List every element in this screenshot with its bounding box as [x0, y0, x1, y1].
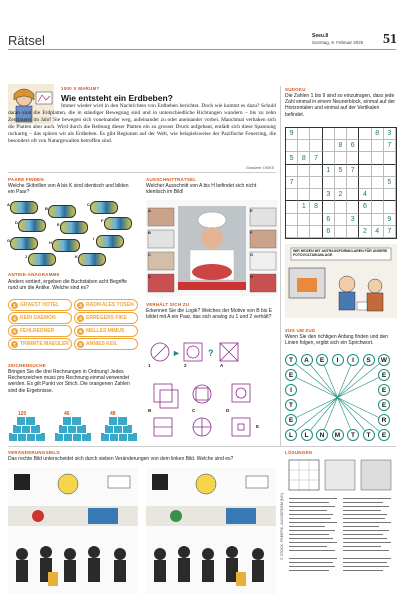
loesungen-kicker: LÖSUNGEN: [285, 450, 313, 455]
anagram-text: KEIN DAEMON: [20, 315, 56, 321]
logic-label-2: 2: [184, 363, 187, 368]
sudoku-cell[interactable]: 8: [335, 140, 347, 152]
word-letter[interactable]: W: [378, 354, 390, 366]
sudoku-cell[interactable]: 5: [335, 165, 347, 177]
pyramid-result: 120: [18, 411, 27, 417]
ski-goggle: [96, 235, 124, 248]
anagram-item: [74, 325, 138, 337]
ski-goggle: [10, 201, 38, 214]
issue-date: Sonntag, 9. Februar 2025: [312, 40, 364, 45]
anagram-number: 5: [11, 328, 18, 335]
anagram-number: 7: [11, 341, 18, 348]
ausschnitt-label-f: F: [250, 230, 253, 235]
sudoku-cell[interactable]: [335, 214, 347, 226]
number-block: [25, 416, 36, 426]
image-credit-vertical: © STOCK, FREEPIK, AUSSERDEM [K/K]: [280, 493, 284, 560]
sudoku-cell[interactable]: [298, 128, 310, 140]
sudoku-cell[interactable]: 7: [310, 152, 322, 164]
anagram-number: 2: [77, 302, 84, 309]
lead-kicker: 1000 X WARUM?: [61, 86, 100, 91]
sudoku-cell[interactable]: [310, 128, 322, 140]
sudoku-cell[interactable]: [335, 128, 347, 140]
sudoku-cell[interactable]: [359, 214, 371, 226]
sudoku-cell[interactable]: [335, 152, 347, 164]
anagram-item: [74, 299, 138, 311]
sudoku-cell[interactable]: [298, 226, 310, 238]
sudoku-cell[interactable]: 2: [359, 226, 371, 238]
anagram-item: [74, 338, 138, 350]
sudoku-cell[interactable]: [347, 152, 359, 164]
sudoku-cell[interactable]: 1: [298, 201, 310, 213]
sudoku-cell[interactable]: 8: [372, 128, 384, 140]
goggles-panel: [8, 199, 138, 267]
sudoku-cell[interactable]: [286, 214, 298, 226]
word-letter[interactable]: S: [363, 354, 375, 366]
ski-goggle: [18, 219, 46, 232]
veraenderung-kicker: VERÄNDERUNGSBILD: [8, 450, 60, 455]
sudoku-cell[interactable]: 4: [372, 226, 384, 238]
sudoku-cell[interactable]: [298, 140, 310, 152]
sudoku-cell[interactable]: [335, 226, 347, 238]
lead-title: Wie entsteht ein Erdbeben?: [61, 93, 173, 103]
sudoku-cell[interactable]: [310, 189, 322, 201]
ausschnitt-label-b: B: [148, 230, 151, 235]
anagramme-instructions: Anders sortiert, ergeben die Buchstaben acht Begriffe rund um die Antike. Welche sind es?: [8, 279, 127, 292]
anagram-item: [8, 312, 72, 324]
anagram-item: [74, 312, 138, 324]
anagram-item: [8, 325, 72, 337]
anagram-number: 4: [77, 315, 84, 322]
chef-photo-panel: [146, 200, 278, 296]
word-letter[interactable]: E: [316, 354, 328, 366]
sudoku-cell[interactable]: 9: [384, 214, 396, 226]
paare-kicker: PAARE FINDEN: [8, 177, 44, 182]
sudoku-cell[interactable]: [359, 165, 371, 177]
anagram-text: FEHLREDNER: [20, 328, 55, 334]
ausschnitt-label-a: A: [148, 208, 151, 213]
sudoku-cell[interactable]: [286, 140, 298, 152]
newspaper-brand: Seeu.8: [312, 33, 329, 39]
goggle-label: D: [15, 220, 18, 225]
word-letter[interactable]: T: [285, 354, 297, 366]
goggle-label: E: [57, 222, 60, 227]
sudoku-cell[interactable]: [384, 165, 396, 177]
number-block: [71, 416, 82, 426]
sudoku-cell[interactable]: [372, 177, 384, 189]
sudoku-cell[interactable]: [372, 165, 384, 177]
sudoku-cell[interactable]: [286, 201, 298, 213]
word-letter[interactable]: E: [378, 429, 390, 441]
sudoku-cell[interactable]: 6: [347, 140, 359, 152]
ausschnitt-label-d: D: [148, 274, 151, 279]
logic-label-d: D: [226, 408, 230, 413]
sudoku-cell[interactable]: 1: [323, 165, 335, 177]
pyramid-result: 48: [110, 411, 116, 417]
sudoku-cell[interactable]: [347, 226, 359, 238]
word-letter[interactable]: I: [332, 354, 344, 366]
sudoku-cell[interactable]: [323, 201, 335, 213]
goggle-label: J: [25, 254, 28, 259]
word-letter[interactable]: E: [285, 414, 297, 426]
ausschnitt-instructions: Welcher Ausschnitt von A bis H befindet sich nicht identisch im Bild!: [146, 183, 257, 196]
goggle-label: H: [49, 240, 52, 245]
ski-goggle: [90, 201, 118, 214]
logic-label-c: C: [192, 408, 196, 413]
sudoku-cell[interactable]: 7: [347, 165, 359, 177]
word-letter[interactable]: N: [316, 429, 328, 441]
sudoku-cell[interactable]: [384, 201, 396, 213]
logic-figures: [146, 338, 278, 440]
sudoku-cell[interactable]: 3: [323, 189, 335, 201]
sudoku-cell[interactable]: [298, 177, 310, 189]
goggle-label: G: [7, 238, 11, 243]
lead-body: Immer wieder wird in den Nachrichten von Erdbeben berichtet. Doch wie kommt es dazu? Schuld daran sind die Erdplatten, die in ständiger Bewegung sind und in unterschiedliche Richtungen wandern – bis zu zehn Zentimeter im Jahr! Sie bewegen sich voneinander weg, aufeinander zu oder aneinander vorbei. Manchmal verhaken sich die Platten aber auch. Wird durch die Reibung dieser Platten ein zu grosser Druck aufgebaut, entlädt sich diese Spannung ruckartig – das spüren wir als Erdbeben. Es gibt Regionen auf der Welt, wie beispielsweise der Pazifische Feuerring, die besonders oft von Naturgewalten betroffen sind.: [8, 103, 276, 144]
sudoku-cell[interactable]: [310, 165, 322, 177]
sudoku-cell[interactable]: [323, 152, 335, 164]
sudoku-cell[interactable]: 9: [286, 128, 298, 140]
sudoku-cell[interactable]: [347, 201, 359, 213]
anagram-text: ANNIES KEIL: [86, 341, 118, 347]
column-divider: [280, 86, 281, 446]
zugumzug-kicker: ZUG UM ZUG: [285, 328, 316, 333]
sudoku-cell[interactable]: [359, 152, 371, 164]
word-letter[interactable]: E: [378, 399, 390, 411]
ski-goggle: [10, 237, 38, 250]
paare-instructions: Welche Skibrillen von A bis K sind identisch und bilden ein Paar?: [8, 183, 129, 196]
anagram-text: ERREGERS FIKE: [86, 315, 127, 321]
sudoku-kicker: SUDOKU: [285, 87, 306, 92]
sudoku-cell[interactable]: [347, 177, 359, 189]
header-rule: [8, 49, 396, 50]
sudoku-cell[interactable]: [310, 214, 322, 226]
word-letter[interactable]: L: [285, 429, 297, 441]
sudoku-cell[interactable]: [335, 177, 347, 189]
block-pyramids: [8, 410, 140, 442]
word-letter[interactable]: I: [347, 354, 359, 366]
ski-goggle: [78, 253, 106, 266]
ausschnitt-label-g: G: [250, 252, 254, 257]
sudoku-cell[interactable]: [298, 165, 310, 177]
word-letter[interactable]: R: [378, 414, 390, 426]
veraenderung-instructions: Das rechte Bild unterscheidet sich durch sieben Veränderungen von dem linken Bild. Welche sind es?: [8, 456, 234, 462]
anagram-text: MELLES MIMUS: [86, 328, 125, 334]
sudoku-cell[interactable]: [323, 177, 335, 189]
zeichen-instructions: Bringen Sie die drei Rechnungen in Ordnung! Jedes Rechenzeichen muss pro Rechnung einmal verwendet werden. Es gilt Punkt vor Strich. Die orangenen Zahlen sind die Ergebnisse.: [8, 369, 130, 394]
logic-label-a: A: [220, 363, 224, 368]
sudoku-cell[interactable]: [286, 226, 298, 238]
sudoku-cell[interactable]: [286, 165, 298, 177]
word-letter[interactable]: T: [285, 399, 297, 411]
ski-goggle: [28, 253, 56, 266]
goggle-label: B: [45, 206, 48, 211]
sudoku-cell[interactable]: [372, 201, 384, 213]
word-letter[interactable]: A: [301, 354, 313, 366]
sudoku-cell[interactable]: 6: [323, 214, 335, 226]
verhaelt-instructions: Erkennen Sie die Logik? Welches der Motive von B bis E bildet mit A ein Paar, das sich analog zu 1 und 2 verhält?: [146, 308, 273, 321]
change-image-right: [146, 468, 276, 594]
ausschnitt-label-e: E: [250, 208, 253, 213]
ski-goggle: [60, 221, 88, 234]
goggle-label: A: [7, 202, 10, 207]
word-letter[interactable]: L: [301, 429, 313, 441]
anagramme-kicker: ANTIKE-ANAGRAMME: [8, 272, 60, 277]
sudoku-cell[interactable]: [323, 128, 335, 140]
sudoku-cell[interactable]: [372, 189, 384, 201]
sudoku-cell[interactable]: [310, 177, 322, 189]
anagram-item: [8, 338, 72, 350]
anagram-list: [8, 299, 140, 357]
sudoku-cell[interactable]: [347, 189, 359, 201]
page-number: 51: [383, 32, 397, 47]
word-letter[interactable]: E: [378, 369, 390, 381]
sudoku-cell[interactable]: 5: [384, 177, 396, 189]
ski-goggle: [52, 239, 80, 252]
sudoku-cell[interactable]: [286, 189, 298, 201]
lower-section-rule: [8, 446, 396, 447]
sudoku-cell[interactable]: [372, 214, 384, 226]
ausschnitt-label-c: C: [148, 252, 151, 257]
goggle-label: K: [75, 254, 78, 259]
ski-goggle: [104, 217, 132, 230]
ausschnitt-kicker: AUSSCHNITTRÄTSEL: [146, 177, 197, 182]
cartoon-panel: [285, 244, 397, 318]
sudoku-cell[interactable]: [359, 177, 371, 189]
sudoku-cell[interactable]: [323, 140, 335, 152]
ski-goggle: [48, 205, 76, 218]
sudoku-cell[interactable]: [359, 128, 371, 140]
anagram-item: [8, 299, 72, 311]
word-path-grid[interactable]: [285, 354, 395, 438]
sudoku-cell[interactable]: [372, 152, 384, 164]
sudoku-cell[interactable]: 4: [359, 189, 371, 201]
section-title: Rätsel: [8, 33, 45, 48]
solutions-block: [285, 458, 397, 598]
anagram-text: GRAEST HOTEL: [20, 302, 60, 308]
goggle-label: I: [93, 236, 95, 241]
goggle-label: F: [101, 218, 104, 223]
svg-text:?: ?: [208, 348, 214, 358]
verhaelt-kicker: VERHÄLT SICH ZU: [146, 302, 190, 307]
svg-text:►: ►: [172, 348, 181, 358]
sudoku-cell[interactable]: [384, 152, 396, 164]
anagram-number: 6: [77, 328, 84, 335]
anagram-number: 3: [11, 315, 18, 322]
anagram-number: 8: [77, 341, 84, 348]
sudoku-cell[interactable]: [298, 189, 310, 201]
sudoku-cell[interactable]: 7: [384, 140, 396, 152]
ausschnitt-label-h: H: [250, 274, 253, 279]
word-letter[interactable]: E: [378, 384, 390, 396]
sudoku-cell[interactable]: 6: [359, 201, 371, 213]
sudoku-cell[interactable]: 8: [310, 201, 322, 213]
anagram-text: TRIMMTE MAEULER: [20, 341, 69, 347]
sudoku-cell[interactable]: 5: [286, 152, 298, 164]
word-letter[interactable]: M: [332, 429, 344, 441]
sudoku-cell[interactable]: [310, 226, 322, 238]
sudoku-instructions: Die Zahlen 1 bis 9 sind so einzutragen, dass jede Zahl einmal in einem Neunerblock, einmal auf der Horizontalen und einmal auf der Vertikalen befindet.: [285, 93, 396, 118]
pyramid-result: 46: [64, 411, 70, 417]
sudoku-cell[interactable]: [310, 140, 322, 152]
lead-bottom-rule: [8, 172, 276, 173]
word-letter[interactable]: E: [285, 369, 297, 381]
sudoku-cell[interactable]: 3: [347, 214, 359, 226]
sudoku-cell[interactable]: [372, 140, 384, 152]
sudoku-cell[interactable]: 8: [298, 152, 310, 164]
lead-credit: Glossiere: DKIKE: [246, 166, 274, 170]
logic-label-b: B: [148, 408, 152, 413]
zugumzug-instructions: Wenn Sie den richtigen Anfang finden und den Linien folgen, ergibt sich ein Sprichwort.: [285, 334, 389, 347]
number-block: [117, 416, 128, 426]
cartoon-sign: WIR HEIZEN MIT ANTRAGSFORMULAREN FÜR UNSERE FOTOVOLTAIKANLAGE: [293, 249, 388, 258]
logic-label-e: E: [256, 424, 260, 429]
sudoku-grid[interactable]: [285, 127, 397, 239]
word-path-lines: [285, 354, 395, 438]
word-letter[interactable]: I: [285, 384, 297, 396]
change-image-left: [8, 468, 138, 594]
sudoku-cell[interactable]: 2: [335, 189, 347, 201]
sudoku-cell[interactable]: 6: [323, 226, 335, 238]
anagram-number: 1: [11, 302, 18, 309]
word-letter[interactable]: T: [363, 429, 375, 441]
sudoku-cell[interactable]: [298, 214, 310, 226]
sudoku-cell[interactable]: [359, 140, 371, 152]
sudoku-cell[interactable]: [384, 189, 396, 201]
anagram-text: RADIKALES TOSEN: [86, 302, 134, 308]
goggle-label: C: [87, 202, 90, 207]
sudoku-cell[interactable]: [335, 201, 347, 213]
sudoku-cell[interactable]: [347, 128, 359, 140]
sudoku-cell[interactable]: 7: [384, 226, 396, 238]
logic-label-1: 1: [148, 363, 151, 368]
sudoku-cell[interactable]: 7: [286, 177, 298, 189]
sudoku-cell[interactable]: 3: [384, 128, 396, 140]
zeichen-kicker: ZEICHENSUCHE: [8, 363, 46, 368]
word-letter[interactable]: T: [347, 429, 359, 441]
